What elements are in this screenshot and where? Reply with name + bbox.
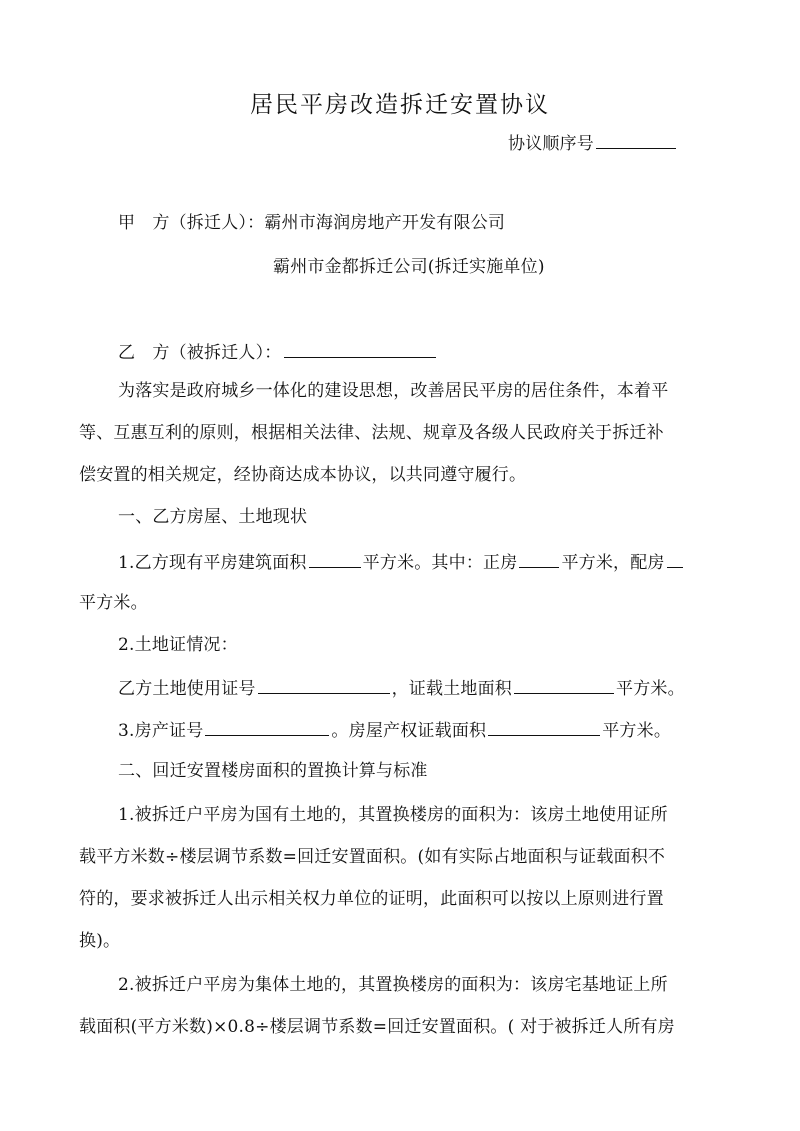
section-2-paragraph-1-line: 换)。 xyxy=(79,931,121,951)
side-house-area-blank[interactable] xyxy=(667,550,683,568)
land-cert-text: 平方米。 xyxy=(616,679,685,699)
section-2-paragraph-1-line: 1.被拆迁户平房为国有土地的，其置换楼房的面积为：该房土地使用证所 xyxy=(118,805,668,825)
section-2-paragraph-2-line: 载面积(平方米数)×0.8÷楼层调节系数=回迁安置面积。( 对于被拆迁人所有房 xyxy=(79,1017,675,1037)
item-3-text: 平方米。 xyxy=(602,721,672,741)
land-certificate-number-blank[interactable] xyxy=(258,676,390,694)
party-b-name-blank[interactable] xyxy=(284,340,436,358)
land-certificate-row xyxy=(118,676,685,700)
serial-number-row xyxy=(508,131,678,155)
intro-line: 为落实是政府城乡一体化的建设思想，改善居民平房的居住条件，本着平 xyxy=(118,381,669,401)
item-2-heading: 2.土地证情况： xyxy=(118,635,238,655)
party-a-implementer: 霸州市金都拆迁公司(拆迁实施单位) xyxy=(273,257,545,277)
item-3-text: 3.房产证号 xyxy=(118,721,204,741)
intro-line: 偿安置的相关规定，经协商达成本协议，以共同遵守履行。 xyxy=(79,465,527,485)
item-3-text: 。房屋产权证载面积 xyxy=(331,721,487,741)
party-b-row xyxy=(118,340,438,364)
section-2-paragraph-1-line: 符的，要求被拆迁人出示相关权力单位的证明，此面积可以按以上原则进行置 xyxy=(79,889,664,909)
party-b-label: 乙 方（被拆迁人）： xyxy=(118,343,282,363)
party-a-row xyxy=(118,212,505,234)
item-1-text: 平方米。其中：正房 xyxy=(362,553,518,573)
party-a-company: 霸州市海润房地产开发有限公司 xyxy=(264,213,506,233)
item-3-row xyxy=(118,718,671,742)
section-1-heading: 一、乙方房屋、土地现状 xyxy=(118,507,308,527)
section-2-paragraph-2-line: 2.被拆迁户平房为集体土地的，其置换楼房的面积为：该房宅基地证上所 xyxy=(118,975,668,995)
property-certificate-number-blank[interactable] xyxy=(205,718,329,736)
item-1-text: 1.乙方现有平房建筑面积 xyxy=(118,553,307,573)
item-1-row xyxy=(118,550,685,574)
party-a-label: 甲 方（拆迁人）： xyxy=(118,213,265,233)
intro-line: 等、互惠互利的原则，根据相关法律、法规、规章及各级人民政府关于拆迁补 xyxy=(79,423,664,443)
land-cert-text: 乙方土地使用证号 xyxy=(118,679,256,699)
item-1-text: 平方米，配房 xyxy=(561,553,665,573)
section-2-paragraph-1-line: 载平方米数÷楼层调节系数=回迁安置面积。(如有实际占地面积与证载面积不 xyxy=(79,847,666,867)
land-area-blank[interactable] xyxy=(514,676,614,694)
property-area-blank[interactable] xyxy=(488,718,600,736)
serial-number-blank[interactable] xyxy=(596,131,676,149)
serial-number-label: 协议顺序号 xyxy=(508,134,594,154)
land-cert-text: ，证载土地面积 xyxy=(391,679,513,699)
building-area-blank[interactable] xyxy=(309,550,361,568)
document-title: 居民平房改造拆迁安置协议 xyxy=(250,92,550,118)
item-1-continuation: 平方米。 xyxy=(79,593,148,613)
section-2-heading: 二、回迁安置楼房面积的置换计算与标准 xyxy=(118,761,428,781)
main-house-area-blank[interactable] xyxy=(519,550,559,568)
